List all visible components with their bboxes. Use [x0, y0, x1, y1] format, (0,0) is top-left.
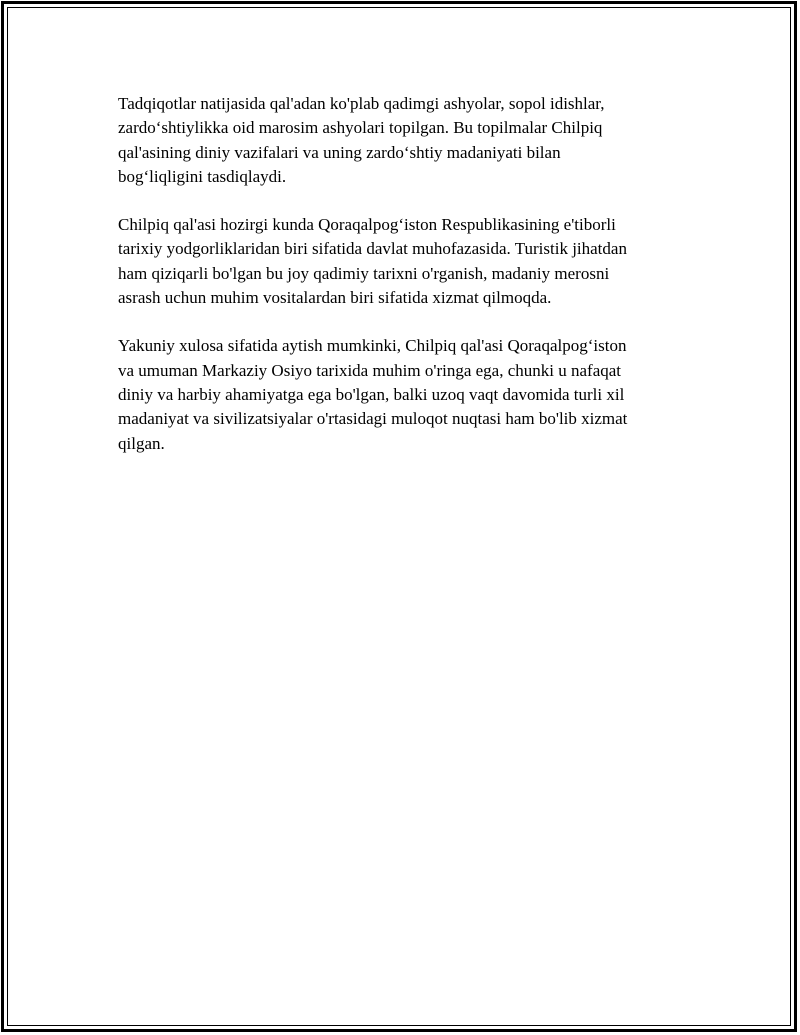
paragraph-conclusion: Yakuniy xulosa sifatida aytish mumkinki, Chilpiq qal'asi Qoraqalpog‘iston va umuman Markaziy Osiyo tarixida muhim o'ringa ega, chunki u nafaqat diniy va harbiy ahamiyatga ega bo'lgan, balki uzoq vaqt davomida turli xil madaniyat va sivilizatsiyalar o'rtasidagi muloqot nuqtasi ham bo'lib xizmat qilgan.	[118, 336, 628, 453]
paragraph-findings: Tadqiqotlar natijasida qal'adan ko'plab qadimgi ashyolar, sopol idishlar, zardo‘shtiylikka oid marosim ashyolari topilgan. Bu topilmalar Chilpiq qal'asining diniy vazifalari va uning zardo‘shtiy madaniyati bilan bog‘liqligini tasdiqlaydi.	[118, 94, 605, 186]
document-body	[118, 92, 678, 480]
paragraph-protection: Chilpiq qal'asi hozirgi kunda Qoraqalpog‘iston Respublikasining e'tiborli tarixiy yodgorliklaridan biri sifatida davlat muhofazasida. Turistik jihatdan ham qiziqarli bo'lgan bu joy qadimiy tarixni o'rganish, madaniy merosni asrash uchun muhim vositalardan biri sifatida xizmat qilmoqda.	[118, 215, 627, 308]
